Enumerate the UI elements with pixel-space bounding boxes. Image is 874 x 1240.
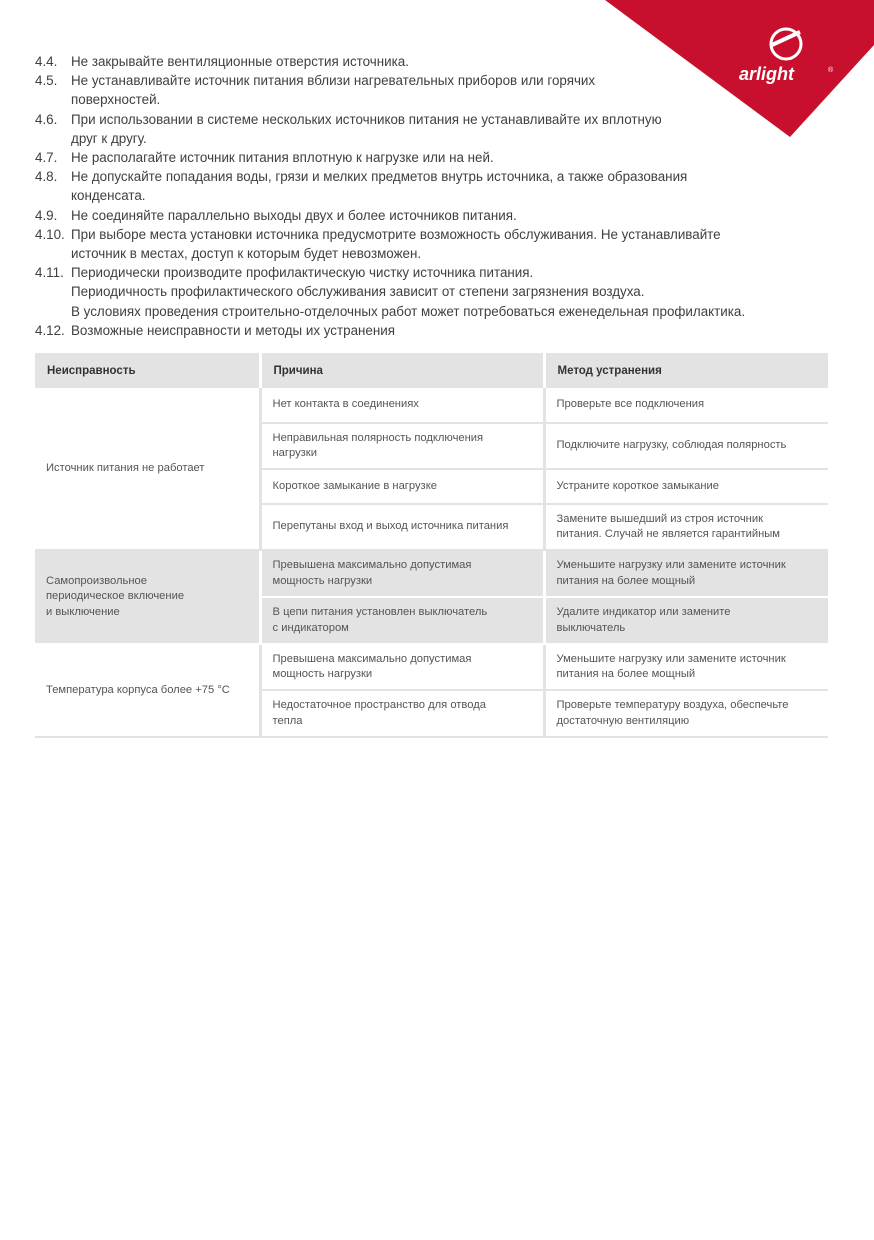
- list-item-number: 4.11.: [35, 265, 64, 281]
- list-item-number: 4.12.: [35, 322, 65, 338]
- table-row: [35, 388, 828, 423]
- header-cause: Причина: [260, 353, 544, 388]
- fix-cell: [544, 690, 828, 737]
- list-item-line: источник в местах, доступ к которым будет невозможен.: [71, 246, 422, 262]
- cause-cell: [260, 504, 544, 550]
- list-item-line: поверхностей.: [71, 92, 161, 108]
- fix-cell: [544, 504, 828, 550]
- fix-cell-line: питания на более мощный: [556, 574, 696, 587]
- list-item-line: При использовании в системе нескольких источников питания не устанавливайте их вплотную: [71, 111, 662, 127]
- list-item: [35, 321, 825, 340]
- list-item-number: 4.10.: [35, 226, 65, 242]
- table-row: [35, 644, 828, 690]
- fault-cell-line: Источник питания не работает: [46, 461, 205, 474]
- fault-cell-line: Температура корпуса более +75 °С: [46, 683, 230, 696]
- fix-cell: [544, 644, 828, 690]
- list-item: [35, 206, 825, 225]
- registered-mark: ®: [828, 67, 834, 74]
- fix-cell-line: питания. Случай не является гарантийным: [556, 528, 780, 540]
- fault-cell: [35, 550, 260, 644]
- list-item-text: [71, 167, 825, 205]
- faults-table: [35, 353, 828, 738]
- fix-cell-line: Подключите нагрузку, соблюдая полярность: [556, 439, 787, 452]
- list-item: [35, 148, 825, 167]
- fix-cell: [544, 423, 828, 469]
- cause-cell-line: Нет контакта в соединениях: [272, 398, 419, 411]
- fix-cell: [544, 597, 828, 644]
- cause-cell-line: Короткое замыкание в нагрузке: [272, 479, 437, 492]
- fix-cell: [544, 469, 828, 504]
- list-item: [35, 71, 825, 109]
- fix-cell-line: Проверьте температуру воздуха, обеспечьте: [556, 699, 789, 711]
- fix-cell-line: питания на более мощный: [556, 668, 696, 680]
- list-item-text: [71, 206, 825, 225]
- list-item-text: [71, 263, 825, 321]
- cause-cell-line: Превышена максимально допустимая: [272, 652, 472, 665]
- list-item-text: [71, 110, 825, 148]
- list-item-line: Возможные неисправности и методы их устранения: [71, 322, 395, 338]
- instructions-list: [35, 52, 825, 340]
- list-item: [35, 225, 825, 263]
- list-item: [35, 263, 825, 321]
- list-item: [35, 52, 825, 71]
- list-item-number: 4.9.: [35, 207, 58, 223]
- fix-cell-line: Уменьшите нагрузку или замените источник: [556, 559, 786, 571]
- list-item-line: Не допускайте попадания воды, грязи и мелких предметов внутрь источника, а также образования: [71, 169, 688, 185]
- cause-cell-line: мощность нагрузки: [272, 668, 373, 680]
- list-item-line: Периодичность профилактического обслуживания зависит от степени загрязнения воздуха.: [71, 284, 645, 300]
- cause-cell: [260, 469, 544, 504]
- cause-cell: [260, 550, 544, 597]
- table-body: [35, 388, 828, 737]
- list-item-line: друг к другу.: [71, 130, 147, 146]
- list-item-text: [71, 148, 825, 167]
- fault-cell-line: периодическое включение: [46, 590, 185, 603]
- table-header-row: [35, 353, 828, 388]
- list-item-line: конденсата.: [71, 188, 146, 204]
- cause-cell: [260, 388, 544, 423]
- fix-cell-line: Устраните короткое замыкание: [556, 479, 720, 492]
- cause-cell-line: мощность нагрузки: [272, 574, 373, 587]
- cause-cell: [260, 644, 544, 690]
- list-item-line: Периодически производите профилактическую чистку источника питания.: [71, 265, 534, 281]
- list-item-number: 4.7.: [35, 150, 58, 166]
- cause-cell-line: Неправильная полярность подключения: [272, 431, 484, 444]
- list-item-number: 4.8.: [35, 169, 58, 185]
- list-item-line: Не располагайте источник питания вплотную к нагрузке или на ней.: [71, 150, 494, 166]
- list-item-line: Не устанавливайте источник питания вблизи нагревательных приборов или горячих: [71, 73, 596, 89]
- cause-cell: [260, 597, 544, 644]
- fault-cell-line: и выключение: [46, 605, 120, 618]
- list-item-text: [71, 321, 825, 340]
- list-item-line: В условиях проведения строительно-отделочных работ может потребоваться еженедельная профилактика.: [71, 303, 746, 319]
- list-item-number: 4.5.: [35, 73, 58, 89]
- cause-cell-line: тепла: [272, 714, 303, 727]
- cause-cell-line: В цепи питания установлен выключатель: [272, 606, 488, 618]
- fault-cell-line: Самопроизвольное: [46, 574, 147, 587]
- fault-cell: [35, 644, 260, 737]
- fix-cell: [544, 550, 828, 597]
- header-fix: Метод устранения: [544, 353, 828, 388]
- fix-cell-line: выключатель: [556, 621, 626, 634]
- brand-name: arlight: [739, 64, 795, 84]
- fix-cell-line: достаточную вентиляцию: [556, 714, 690, 727]
- list-item-line: Не закрывайте вентиляционные отверстия источника.: [71, 54, 409, 69]
- cause-cell: [260, 690, 544, 737]
- cause-cell-line: Превышена максимально допустимая: [272, 559, 472, 571]
- list-item-line: При выборе места установки источника предусмотрите возможность обслуживания. Не устанавливайте: [71, 226, 721, 242]
- cause-cell-line: с индикатором: [272, 621, 349, 634]
- cause-cell: [260, 423, 544, 469]
- fix-cell-line: Замените вышедший из строя источник: [556, 512, 763, 525]
- cause-cell-line: нагрузки: [272, 447, 317, 459]
- list-item-line: Не соединяйте параллельно выходы двух и более источников питания.: [71, 207, 517, 223]
- table-row: [35, 550, 828, 597]
- list-item-text: [71, 225, 825, 263]
- cause-cell-line: Перепутаны вход и выход источника питания: [272, 520, 509, 533]
- fix-cell-line: Уменьшите нагрузку или замените источник: [556, 652, 786, 665]
- fix-cell: [544, 388, 828, 423]
- cause-cell-line: Недостаточное пространство для отвода: [272, 699, 486, 711]
- header-fault: Неисправность: [35, 353, 260, 388]
- fix-cell-line: Удалите индикатор или замените: [556, 606, 731, 618]
- list-item: [35, 167, 825, 205]
- list-item: [35, 110, 825, 148]
- list-item-text: [71, 71, 825, 109]
- list-item-number: 4.6.: [35, 111, 58, 127]
- fault-cell: [35, 388, 260, 550]
- list-item-number: 4.4.: [35, 54, 58, 69]
- fix-cell-line: Проверьте все подключения: [556, 398, 705, 411]
- list-item-text: [71, 52, 825, 71]
